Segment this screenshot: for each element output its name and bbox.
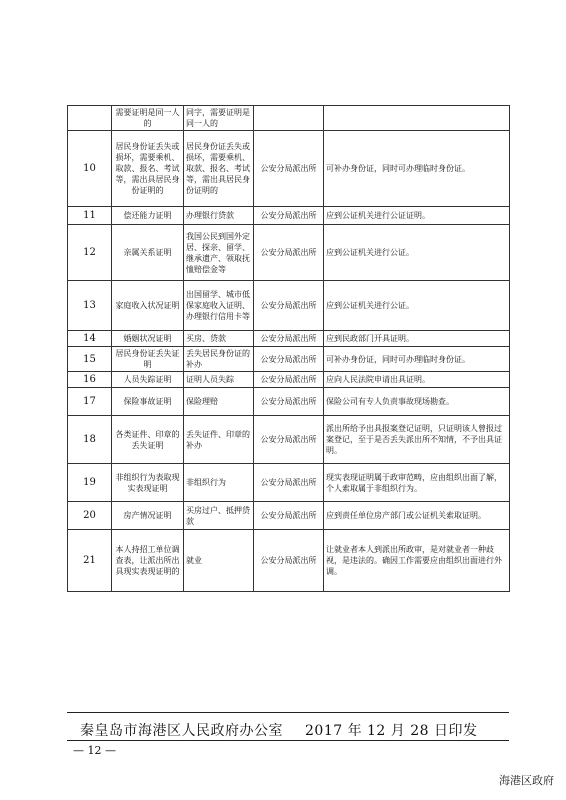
remark-cell: 应向人民法院申请出具证明。	[324, 372, 510, 388]
table-row	[68, 131, 510, 207]
item-cell: 非组织行为表取现实表现证明	[112, 464, 184, 502]
remark-cell: 让就业者本人到派出所政审，是对就业者一种歧视，是违法的。确因工作需要应由组织出面进行外调。	[324, 530, 510, 592]
item-cell: 居民身份证丢失证明	[112, 347, 184, 372]
remark-cell: 可补办身份证，同时可办理临时身份证。	[324, 131, 510, 207]
matter-cell: 买房过户、抵押贷款	[184, 502, 254, 530]
row-number: 21	[68, 530, 112, 592]
matter-cell: 证明人员失踪	[184, 372, 254, 388]
table-row	[68, 347, 510, 372]
row-number: 17	[68, 388, 112, 416]
remark-cell: 保险公司有专人负责事故现场勘查。	[324, 388, 510, 416]
table-row	[68, 388, 510, 416]
remark-cell: 现实表现证明属于政审范畴，应由组织出面了解，个人索取属于非组织行为。	[324, 464, 510, 502]
row-number: 13	[68, 281, 112, 331]
table-row	[68, 331, 510, 347]
footer-date: 2017 年 12 月 28 日印发	[305, 723, 478, 739]
item-cell: 需要证明是同一人的	[112, 106, 184, 131]
remark-cell: 应到公证机关进行公证。	[324, 281, 510, 331]
matter-cell: 同字，需要证明是同一人的	[184, 106, 254, 131]
matter-cell: 我国公民到国外定居、探亲、留学、继承遗产、领取抚恤赔偿金等	[184, 225, 254, 281]
footer-top-rule	[67, 712, 509, 713]
item-cell: 人员失踪证明	[112, 372, 184, 388]
table-row	[68, 207, 510, 225]
matter-cell: 保险理赔	[184, 388, 254, 416]
table-row	[68, 464, 510, 502]
office-cell: 公安分局派出所	[254, 207, 324, 225]
table-row	[68, 281, 510, 331]
remark-cell	[324, 106, 510, 131]
office-cell	[254, 106, 324, 131]
item-cell: 房产情况证明	[112, 502, 184, 530]
office-cell: 公安分局派出所	[254, 464, 324, 502]
office-cell: 公安分局派出所	[254, 416, 324, 464]
item-cell: 各类证件、印章的丢失证明	[112, 416, 184, 464]
footer-print-info	[80, 720, 500, 740]
row-number: 14	[68, 331, 112, 347]
row-number: 12	[68, 225, 112, 281]
office-cell: 公安分局派出所	[254, 347, 324, 372]
office-cell: 公安分局派出所	[254, 225, 324, 281]
office-cell: 公安分局派出所	[254, 131, 324, 207]
row-number: 15	[68, 347, 112, 372]
matter-cell: 丢失证件、印章的补办	[184, 416, 254, 464]
table-row	[68, 106, 510, 131]
office-cell: 公安分局派出所	[254, 331, 324, 347]
table-row	[68, 530, 510, 592]
office-cell: 公安分局派出所	[254, 281, 324, 331]
office-cell: 公安分局派出所	[254, 372, 324, 388]
item-cell: 亲属关系证明	[112, 225, 184, 281]
certificates-table	[67, 105, 510, 592]
footer-bottom-rule	[67, 740, 509, 741]
matter-cell: 非组织行为	[184, 464, 254, 502]
footer-issuer: 秦皇岛市海港区人民政府办公室	[80, 723, 283, 739]
item-cell: 保险事故证明	[112, 388, 184, 416]
row-number: 18	[68, 416, 112, 464]
remark-cell: 应到责任单位房产部门或公证机关索取证明。	[324, 502, 510, 530]
row-number: 20	[68, 502, 112, 530]
table-row	[68, 225, 510, 281]
remark-cell: 派出所给予出具报案登记证明，只证明该人曾报过案登记，至于是否丢失派出所不知情，不予出具证明。	[324, 416, 510, 464]
matter-cell: 丢失居民身份证的补办	[184, 347, 254, 372]
matter-cell: 居民身份证丢失或损坏，需要乘机、取款、报名、考试等，需出具居民身份证明的	[184, 131, 254, 207]
matter-cell: 出国留学、城市低保家庭收入证明、办理银行信用卡等	[184, 281, 254, 331]
watermark-text: 海港区政府	[499, 774, 554, 787]
table-row	[68, 372, 510, 388]
matter-cell: 办理银行贷款	[184, 207, 254, 225]
remark-cell: 应到民政部门开具证明。	[324, 331, 510, 347]
remark-cell: 应到公证机关进行公证证明。	[324, 207, 510, 225]
office-cell: 公安分局派出所	[254, 502, 324, 530]
matter-cell: 就业	[184, 530, 254, 592]
table-row	[68, 502, 510, 530]
item-cell: 居民身份证丢失或损坏，需要乘机、取款、报名、考试等，需出具居民身份证明的	[112, 131, 184, 207]
item-cell: 家庭收入状况证明	[112, 281, 184, 331]
item-cell: 婚姻状况证明	[112, 331, 184, 347]
row-number: 11	[68, 207, 112, 225]
table-row	[68, 416, 510, 464]
remark-cell: 可补办身份证，同时可办理临时身份证。	[324, 347, 510, 372]
page-number: — 12 —	[73, 744, 116, 757]
matter-cell: 买房、贷款	[184, 331, 254, 347]
row-number	[68, 106, 112, 131]
office-cell: 公安分局派出所	[254, 530, 324, 592]
item-cell: 偿还能力证明	[112, 207, 184, 225]
row-number: 16	[68, 372, 112, 388]
office-cell: 公安分局派出所	[254, 388, 324, 416]
row-number: 19	[68, 464, 112, 502]
row-number: 10	[68, 131, 112, 207]
remark-cell: 应到公证机关进行公证。	[324, 225, 510, 281]
item-cell: 本人持招工单位调查表，让派出所出具现实表现证明的	[112, 530, 184, 592]
